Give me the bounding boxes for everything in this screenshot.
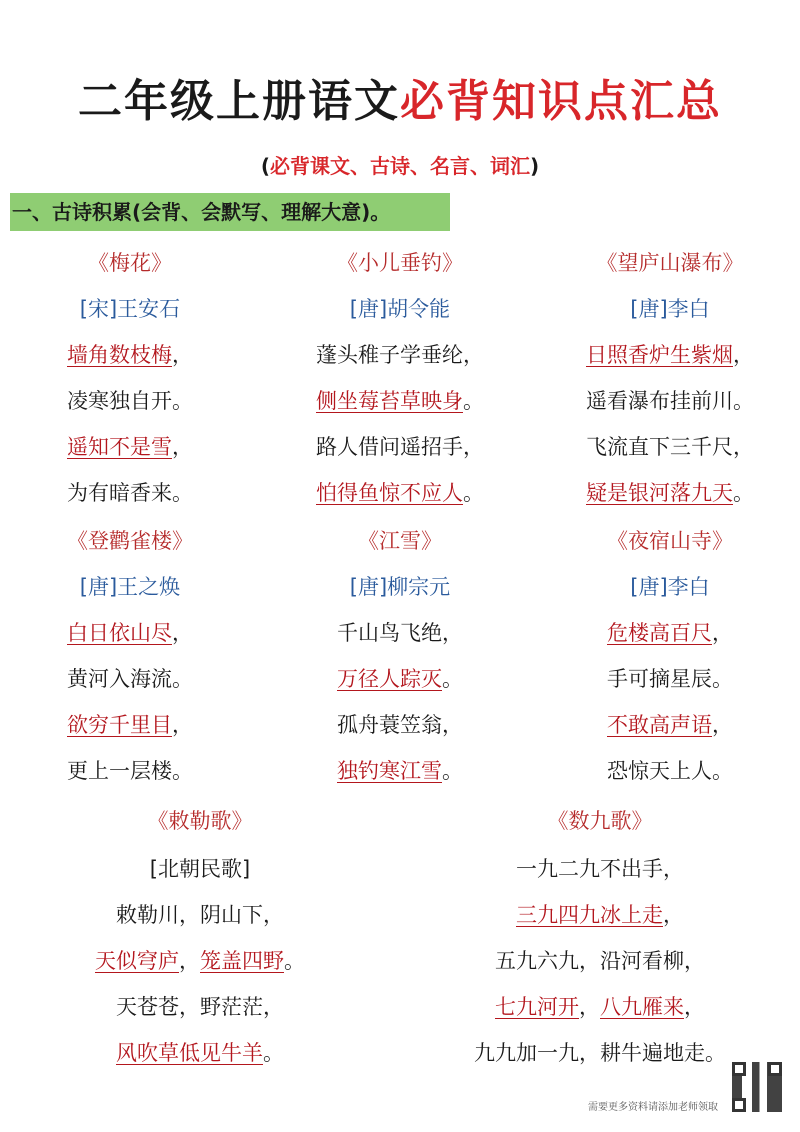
poem-card [560,518,780,794]
poem-title: 《梅花》 [88,251,172,275]
poem-line [430,984,770,1030]
poem-card [290,518,510,794]
poem-line [560,470,780,516]
line-text: ， [579,995,600,1019]
punctuation: 。 [733,481,754,505]
line-text: 天苍苍，野茫茫， [116,995,284,1019]
poem-line [430,938,770,984]
poem-line [20,702,240,748]
poem-line [290,656,510,702]
poem-line [290,378,510,424]
line-text: 手可摘星辰 [607,667,712,691]
line-text: 遥看瀑布挂前川 [586,389,733,413]
subtitle [0,150,800,182]
highlighted-text: 欲穷千里目 [67,713,172,737]
punctuation: ， [463,435,484,459]
highlighted-text: 墙角数枝梅 [67,343,172,367]
punctuation: ， [712,713,733,737]
line-text: 蓬头稚子学垂纶 [316,343,463,367]
poem-author: [唐]胡令能 [349,297,451,321]
line-text: 更上一层楼 [67,759,172,783]
highlighted-text: 笼盖四野 [200,949,284,973]
punctuation: 。 [442,667,463,691]
poem-line [290,470,510,516]
punctuation: 。 [463,481,484,505]
highlighted-text: 疑是银河落九天 [586,481,733,505]
line-text: 九九加一九，耕牛遍地走。 [474,1041,726,1065]
page-title [0,72,800,132]
line-text: 五九六九，沿河看柳， [495,949,705,973]
line-text: ， [684,995,705,1019]
punctuation: ， [172,343,193,367]
punctuation: 。 [712,667,733,691]
poem-author: [唐]李白 [630,575,710,599]
punctuation: 。 [712,759,733,783]
punctuation: ， [733,343,754,367]
poem-line [560,656,780,702]
poem-author: [唐]王之焕 [79,575,181,599]
punctuation: ， [172,435,193,459]
line-text: 恐惊天上人 [607,759,712,783]
punctuation: 。 [172,389,193,413]
poem-line [560,748,780,794]
poem-line [290,702,510,748]
qr-code-icon [732,1062,782,1112]
subtitle-close: ) [530,154,540,178]
poem-line [20,424,240,470]
punctuation: 。 [172,481,193,505]
highlighted-text: 八九雁来 [600,995,684,1019]
line-text: ， [663,903,684,927]
poem-line [40,938,360,984]
poem-line [20,378,240,424]
poem-line [560,702,780,748]
poem-card [290,240,510,516]
poem-line [20,470,240,516]
line-text: 凌寒独自开 [67,389,172,413]
qr-corner [768,1062,782,1076]
punctuation: ， [172,713,193,737]
punctuation: ， [442,713,463,737]
poem-line [560,378,780,424]
punctuation: 。 [172,759,193,783]
poem-line [290,610,510,656]
highlighted-text: 风吹草低见牛羊 [116,1041,263,1065]
line-text: 敕勒川，阴山下， [116,903,284,927]
poem-line [40,984,360,1030]
poem-line [560,610,780,656]
line-text: 千山鸟飞绝 [337,621,442,645]
qr-corner [732,1062,746,1076]
poem-line [40,1030,360,1076]
poem-line [290,748,510,794]
poem-title: 《夜宿山寺》 [607,529,733,553]
line-text: 。 [263,1041,284,1065]
poem-title: 《敕勒歌》 [147,809,253,833]
footer-note: 需要更多资料请添加老师领取 [588,1102,718,1113]
poem-line [430,846,770,892]
line-text: 黄河入海流 [67,667,172,691]
poem-line [20,610,240,656]
highlighted-text: 独钓寒江雪 [337,759,442,783]
punctuation: ， [463,343,484,367]
line-text: 。 [284,949,305,973]
title-black: 二年级上册语文 [78,76,400,127]
qr-corner [732,1098,746,1112]
poem-title: 《望庐山瀑布》 [596,251,744,275]
line-text: 孤舟蓑笠翁 [337,713,442,737]
highlighted-text: 三九四九冰上走 [516,903,663,927]
poem-author: [唐]李白 [630,297,710,321]
punctuation: 。 [442,759,463,783]
line-text: 一九二九不出手， [516,857,684,881]
highlighted-text: 白日依山尽 [67,621,172,645]
poem-line [20,332,240,378]
poem-card [20,518,240,794]
poem-chile [40,796,360,1076]
poem-title: 《小儿垂钓》 [337,251,463,275]
line-text: 路人借问遥招手 [316,435,463,459]
punctuation: 。 [733,389,754,413]
poem-card [560,240,780,516]
poem-card [20,240,240,516]
poem-title: 《江雪》 [358,529,442,553]
poem-line [430,1030,770,1076]
poem-line [290,332,510,378]
poem-line [20,748,240,794]
highlighted-text: 天似穹庐 [95,949,179,973]
punctuation: 。 [172,667,193,691]
poem-line [430,892,770,938]
title-red: 必背知识点汇总 [400,76,722,127]
line-text: ， [179,949,200,973]
poem-line [20,656,240,702]
punctuation: ， [733,435,754,459]
punctuation: ， [712,621,733,645]
highlighted-text: 怕得鱼惊不应人 [316,481,463,505]
poem-author: [北朝民歌] [149,857,251,881]
poem-title: 《登鹳雀楼》 [67,529,193,553]
highlighted-text: 不敢高声语 [607,713,712,737]
punctuation: 。 [463,389,484,413]
poem-body [40,892,360,1076]
poem-title: 《数九歌》 [547,809,653,833]
poem-line [560,332,780,378]
poem-line [40,892,360,938]
punctuation: ， [172,621,193,645]
highlighted-text: 危楼高百尺 [607,621,712,645]
punctuation: ， [442,621,463,645]
section-heading: 一、古诗积累(会背、会默写、理解大意)。 [10,193,450,231]
line-text: 飞流直下三千尺 [586,435,733,459]
highlighted-text: 万径人踪灭 [337,667,442,691]
poem-body [430,846,770,1076]
highlighted-text: 七九河开 [495,995,579,1019]
poem-shujiu [430,796,770,1076]
highlighted-text: 日照香炉生紫烟 [586,343,733,367]
highlighted-text: 侧坐莓苔草映身 [316,389,463,413]
poem-author: [唐]柳宗元 [349,575,451,599]
highlighted-text: 遥知不是雪 [67,435,172,459]
poem-author: [宋]王安石 [79,297,181,321]
line-text: 为有暗香来 [67,481,172,505]
subtitle-open: ( [260,154,270,178]
subtitle-text: 必背课文、古诗、名言、词汇 [270,154,530,178]
poem-line [560,424,780,470]
poem-line [290,424,510,470]
